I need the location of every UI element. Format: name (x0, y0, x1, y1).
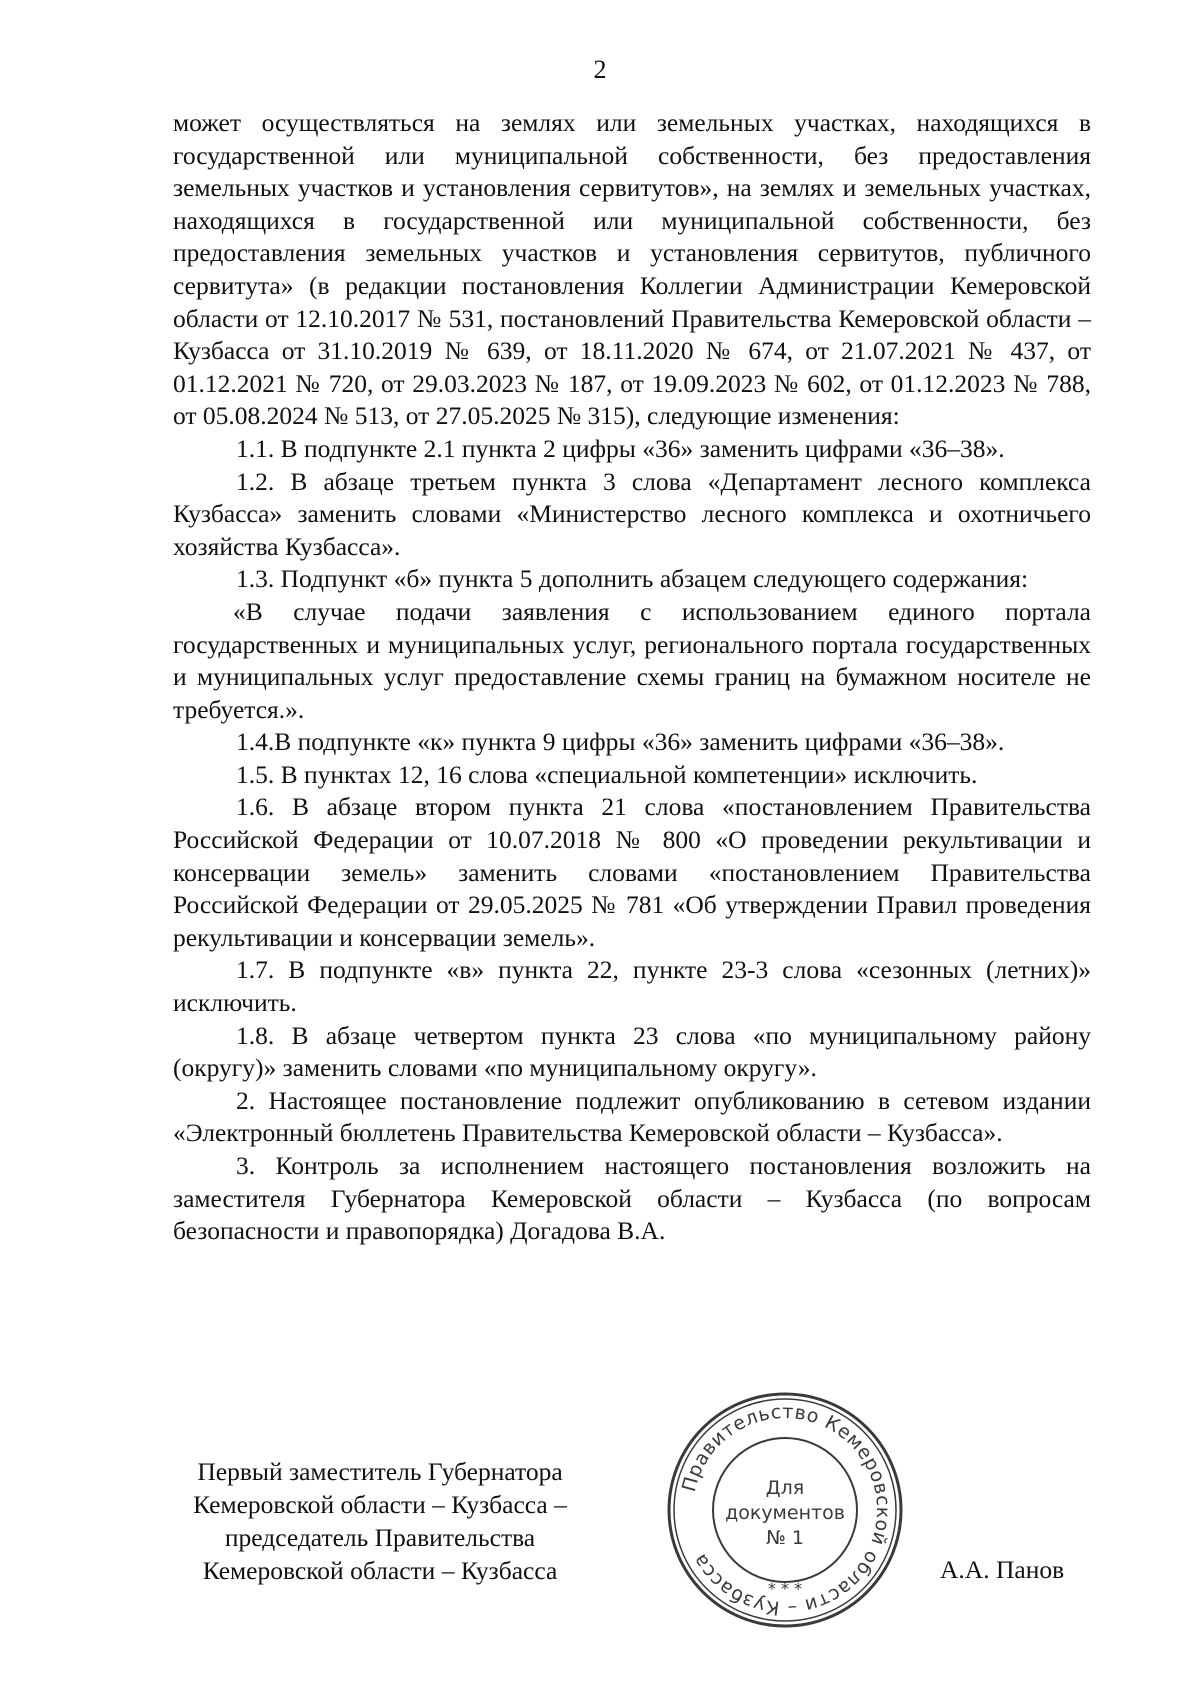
paragraph-1-3-quote: «В случае подачи заявления с использованием единого портала государственных и муниципальных услуг, регионального портала государственных и муниципальных услуг предоставление схемы границ на бумажном носителе не требуется.». (173, 596, 1091, 724)
stamp-stars: * * * (767, 1579, 803, 1598)
stamp-center-line-2: документов (725, 1502, 845, 1524)
official-stamp (663, 1388, 907, 1632)
paragraph-1-1: 1.1. В подпункте 2.1 пункта 2 цифры «36» заменить цифрами «36–38». (236, 433, 1005, 463)
signatory-title-line: председатель Правительства (224, 1523, 536, 1552)
page-number: 2 (593, 55, 607, 84)
stamp-seal-icon (663, 1388, 907, 1632)
paragraph-intro-continuation: может осуществляться на землях или земельных участках, находящихся в государственной или муниципальной собственности, без предоставления земельных участков и установления сервитутов», на землях и земельных участках, находящихся в государственной или муниципальной собственности, без предоставления земельных участков и установления сервитутов, публичного сервитута» (в редакции постановления Коллегии Администрации Кемеровской области от 12.10.2017 № 531, постановлений Правительства Кемеровской области – Кузбасса от 31.10.2019 № 639, от 18.11.2020 № 674, от 21.07.2021 № 437, от 01.12.2021 № 720, от 29.03.2023 № 187, от 19.09.2023 № 602, от 01.12.2023 № 788, от 05.08.2024 № 513, от 27.05.2025 № 315), следующие изменения: (173, 108, 1091, 431)
signatory-title-line: Кемеровской области – Кузбасса (202, 1556, 558, 1585)
signatory-title-line: Первый заместитель Губернатора (197, 1457, 563, 1486)
document-body (173, 107, 1091, 1248)
paragraph-1-5: 1.5. В пунктах 12, 16 слова «специальной компетенции» исключить. (236, 759, 978, 789)
signatory-title (160, 1455, 600, 1587)
paragraph-1-8: 1.8. В абзаце четвертом пункта 23 слова «по муниципальному району (округу)» заменить словами «по муниципальному округу». (173, 1020, 1091, 1083)
paragraph-1-4: 1.4.В подпункте «к» пункта 9 цифры «36» заменить цифрами «36–38». (236, 727, 1005, 757)
signatory-name: А.А. Панов (940, 1555, 1065, 1584)
signatory-title-line: Кемеровской области – Кузбасса – (193, 1490, 567, 1519)
paragraph-1-3: 1.3. Подпункт «б» пункта 5 дополнить абзацем следующего содержания: (236, 564, 1029, 594)
paragraph-1-2: 1.2. В абзаце третьем пункта 3 слова «Департамент лесного комплекса Кузбасса» заменить словами «Министерство лесного комплекса и охотничьего хозяйства Кузбасса». (173, 466, 1091, 561)
stamp-center-line-1: Для (765, 1477, 805, 1499)
stamp-ring-text: Правительство Кемеровской области – Кузбасса (677, 1400, 895, 1620)
stamp-center-line-3: № 1 (766, 1527, 804, 1549)
paragraph-1-7: 1.7. В подпункте «в» пункта 22, пункте 23-3 слова «сезонных (летних)» исключить. (173, 955, 1091, 1018)
paragraph-1-6: 1.6. В абзаце втором пункта 21 слова «постановлением Правительства Российской Федерации от 10.07.2018 № 800 «О проведении рекультивации и консервации земель» заменить словами «постановлением Правительства Российской Федерации от 29.05.2025 № 781 «Об утверждении Правил проведения рекультивации и консервации земель». (173, 792, 1091, 952)
paragraph-3: 3. Контроль за исполнением настоящего постановления возложить на заместителя Губернатора Кемеровской области – Кузбасса (по вопросам безопасности и правопорядка) Догадова В.А. (173, 1151, 1091, 1246)
paragraph-2: 2. Настоящее постановление подлежит опубликованию в сетевом издании «Электронный бюллетень Правительства Кемеровской области – Кузбасса». (173, 1085, 1091, 1148)
